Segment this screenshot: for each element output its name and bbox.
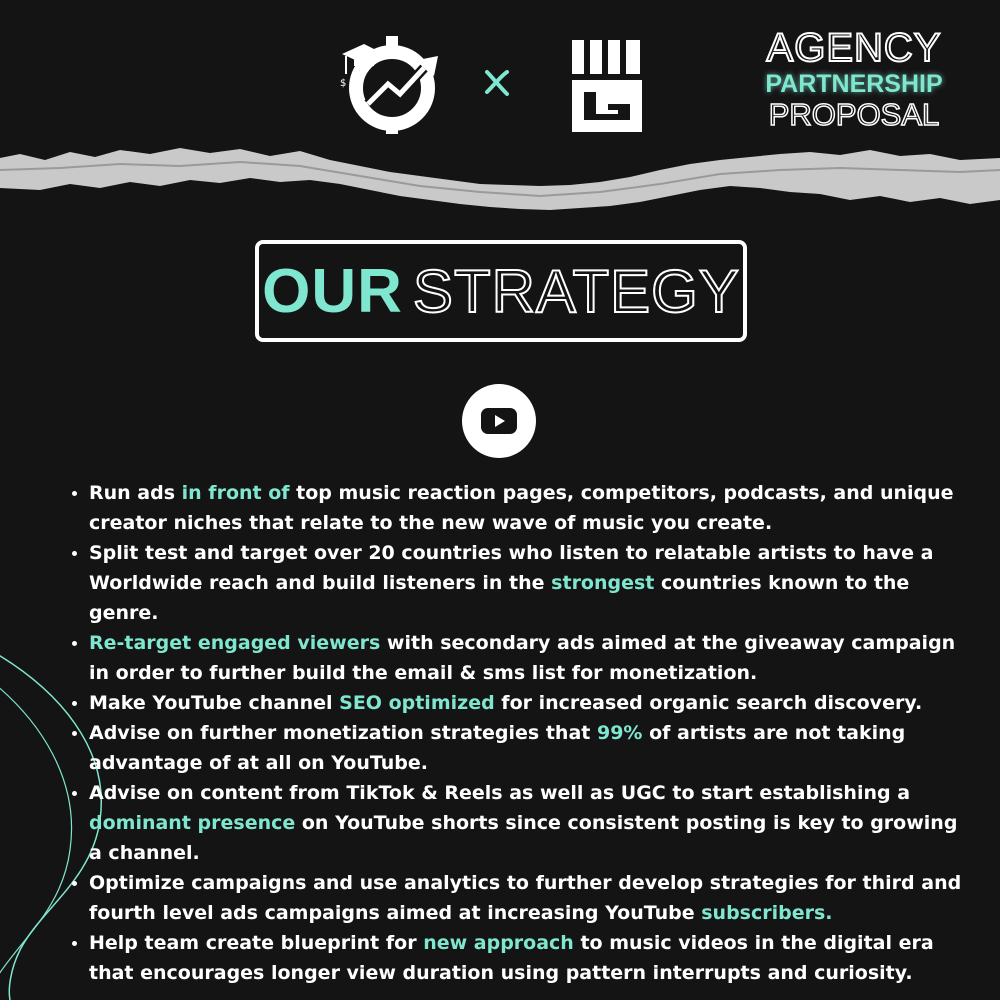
svg-text:$: $ — [340, 78, 347, 89]
list-item — [89, 628, 969, 688]
bullet-text: Make YouTube channel — [89, 692, 340, 714]
bullet-text: Optimize campaigns and use analytics to further develop strategies for third and fourth level ads campaigns aimed at increasing YouTube — [89, 872, 962, 924]
highlighted-text: strongest — [551, 572, 655, 594]
highlighted-text: subscribers. — [701, 902, 833, 924]
list-item — [89, 778, 969, 868]
list-item — [89, 928, 969, 988]
page-title — [255, 240, 747, 342]
bullet-text: for increased organic search discovery. — [494, 692, 923, 714]
bullet-text: Advise on content from TikTok & Reels as well as UGC to start establishing a — [89, 782, 911, 804]
bullet-text: Run ads — [89, 482, 182, 504]
bullet-text: to music videos in the digital era that encourages longer view duration using pattern interrupts and curiosity. — [89, 932, 934, 984]
bullet-text: top music reaction pages, competitors, podcasts, and unique creator niches that relate to the new wave of music you create. — [89, 482, 954, 534]
agency-line: AGENCY — [766, 26, 942, 70]
list-item — [89, 478, 969, 538]
highlighted-text: new approach — [423, 932, 574, 954]
title-rest: STRATEGY — [412, 257, 740, 325]
strategy-list — [66, 478, 969, 988]
list-item — [89, 538, 969, 628]
partnership-line: PARTNERSHIP — [765, 70, 943, 98]
list-item — [89, 868, 969, 928]
list-item — [89, 688, 969, 718]
bullet-text: Advise on further monetization strategies that — [89, 722, 597, 744]
title-highlight: OUR — [262, 256, 403, 326]
highlighted-text: in front of — [181, 482, 290, 504]
bullet-text: Split test and target over 20 countries who listen to relatable artists to have a Worldwide reach and build listeners in the — [89, 542, 934, 594]
youtube-icon — [462, 384, 536, 458]
list-item — [89, 718, 969, 778]
highlighted-text: SEO optimized — [339, 692, 495, 714]
fist-g-logo-icon — [570, 40, 644, 132]
torn-paper-divider — [0, 130, 1000, 220]
cross-icon — [481, 66, 513, 98]
highlighted-text: 99% — [596, 722, 643, 744]
bullet-text: countries known to the genre. — [89, 572, 910, 624]
proposal-line: PROPOSAL — [768, 97, 940, 132]
highlighted-text: dominant presence — [89, 812, 296, 834]
bullet-text: on YouTube shorts since consistent posting is key to growing a channel. — [89, 812, 958, 864]
highlighted-text: Re-target engaged viewers — [89, 632, 381, 654]
graduation-cap-growth-logo-icon — [338, 34, 446, 134]
bullet-text: with secondary ads aimed at the giveaway campaign in order to further build the email & sms list for monetization. — [89, 632, 956, 684]
agency-partnership-proposal-heading — [762, 28, 946, 130]
bullet-text: of artists are not taking advantage of at all on YouTube. — [89, 722, 906, 774]
bullet-text: Help team create blueprint for — [89, 932, 424, 954]
play-icon — [481, 408, 517, 434]
